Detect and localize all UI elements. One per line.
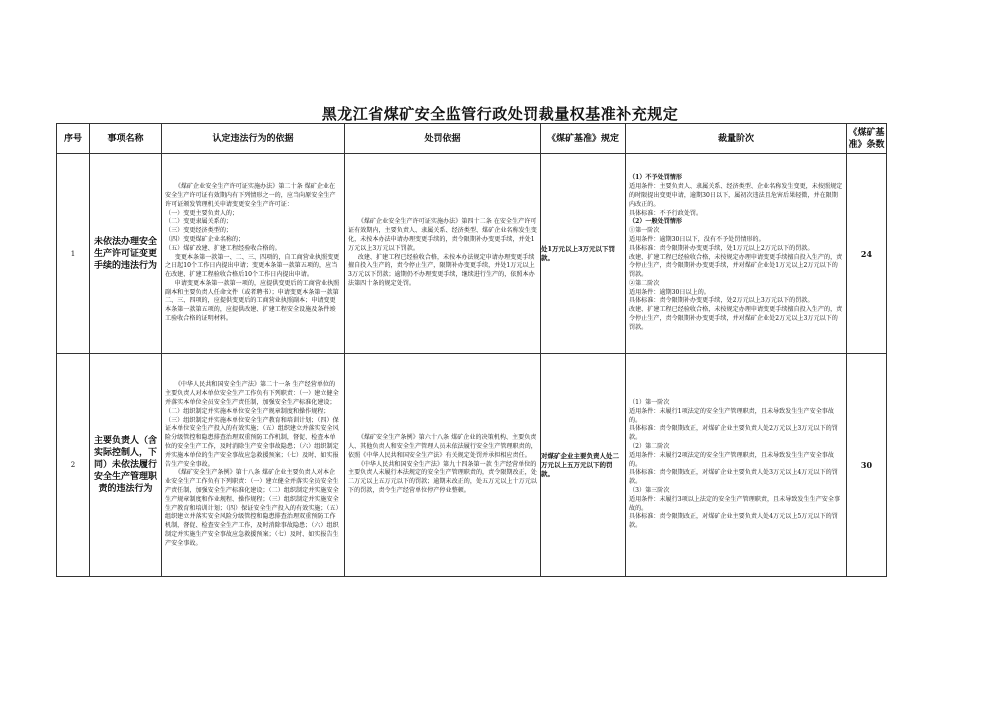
basis-line: （五）煤矿改建、扩建工程经验收合格的。: [165, 244, 281, 252]
page-title: 黑龙江省煤矿安全监管行政处罚裁量权基准补充规定: [321, 105, 679, 123]
level-line: 具体标准：责令限期改正，对煤矿企业主要负责人处3万元以上4万元以下的罚款。: [629, 469, 838, 486]
level-line: 具体标准：责令限期改正，对煤矿企业主要负责人处4万元以上5万元以下的罚款。: [629, 513, 838, 530]
row-penalty-cell: [345, 154, 541, 354]
row-item-name: 主要负责人（含实际控制人，下同）未依法履行安全生产管理职责的违法行为: [90, 354, 162, 577]
regulation-table: [56, 123, 887, 577]
level-line: （1）第一阶次: [629, 399, 670, 407]
header-row: [57, 124, 887, 154]
row-article: 24: [847, 154, 887, 354]
table-row: [57, 354, 887, 577]
header-item: 事项名称: [90, 124, 162, 154]
level-line: 适用条件：未履行2项法定的安全生产管理职责，且未导致发生生产安全事故的。: [629, 451, 834, 468]
row-seq: 2: [57, 354, 90, 577]
level-line: 适用条件：未履行1项法定的安全生产管理职责，且未导致发生生产安全事故的。: [629, 407, 834, 424]
row-item-name: 未依法办理安全生产许可证变更手续的违法行为: [90, 154, 162, 354]
row-standard: 处1万元以上3万元以下罚款。: [541, 154, 626, 354]
level-line: 具体标准：不予行政处罚。: [629, 209, 703, 217]
row-levels-cell: [626, 154, 847, 354]
level-line: 具体标准：责令限期补办变更手续，处2万元以上3万元以下的罚款。: [629, 297, 814, 305]
level-line: （2）一般处罚情形: [629, 218, 682, 226]
row-basis-cell: [162, 154, 345, 354]
basis-line: 《煤矿安全生产条例》第十八条 煤矿企业主要负责人对本企业安全生产工作负有下列职责：（一）建立健全并落实全员安全生产责任制，加强安全生产标准化建设；（二）组织制定并实施安全生产规章制度和作业规程、操作规程；（三）组织制定并实施安全生产教育和培训计划；（四）保证安全生产投入的有效实施；（五）组织建立并落实安全风险分级管控和隐患排查治理双重预防工作机制，督促、检查安全生产工作，及时消除事故隐患；（六）组织制定并实施生产安全事故应急救援预案；（七）及时、如实报告生产安全事故。: [165, 469, 339, 547]
level-line: 具体标准：责令限期改正，对煤矿企业主要负责人处2万元以上3万元以下的罚款。: [629, 425, 838, 442]
basis-line: （二）变更隶属关系的；: [165, 218, 233, 226]
basis-line: （一）变更主要负责人的；: [165, 209, 239, 217]
level-line: ①第一阶次: [629, 227, 660, 235]
header-levels: 裁量阶次: [626, 124, 847, 154]
level-line: ②第二阶次: [629, 279, 660, 287]
header-penalty: 处罚依据: [345, 124, 541, 154]
level-line: 适用条件：主要负责人、隶属关系、经济类型、企业名称发生变更，未按照规定的时限提出变更申请，逾期30日以下，属初次违法且危害后果轻微，并在限期内改正的。: [629, 183, 843, 208]
row-standard: 对煤矿企业主要负责人处二万元以上五万元以下的罚款。: [541, 354, 626, 577]
header-seq: 序号: [57, 124, 90, 154]
level-line: 具体标准：责令限期补办变更手续，处1万元以上2万元以下的罚款。: [629, 244, 814, 252]
penalty-line: 《煤矿企业安全生产许可证实施办法》第四十二条 在安全生产许可证有效期内，主要负责人、隶属关系、经济类型、煤矿企业名称发生变化，未按本办法申请办理变更手续的，责令限期补办变更手续，并处1万元以上3万元以下罚款。: [348, 218, 537, 252]
level-line: 适用条件：未履行3项以上法定的安全生产管理职责，且未导致发生生产安全事故的。: [629, 495, 841, 512]
level-line: （2）第二阶次: [629, 443, 670, 450]
header-article: 《煤矿基准》条数: [847, 124, 887, 154]
basis-line: 《中华人民共和国安全生产法》第二十一条 生产经营单位的主要负责人对本单位安全生产工作负有下列职责：（一）建立健全并落实本单位全员安全生产责任制，加强安全生产标准化建设；（二）组织制定并实施本单位安全生产规章制度和操作规程；（三）组织制定并实施本单位安全生产教育和培训计划；（四）保证本单位安全生产投入的有效实施；（五）组织建立并落实安全风险分级管控和隐患排查治理双重预防工作机制，督促、检查本单位的安全生产工作，及时消除生产安全事故隐患；（六）组织制定并实施本单位的生产安全事故应急救援预案；（七）及时、如实报告生产安全事故。: [165, 381, 339, 468]
row-seq: 1: [57, 154, 90, 354]
row-basis-cell: [162, 354, 345, 577]
basis-line: 《煤矿企业安全生产许可证实施办法》第二十条 煤矿企业在安全生产许可证有效期内有下列情形之一的，应当向原安全生产许可证颁发管理机关申请变更安全生产许可证：: [165, 183, 336, 208]
basis-line: 变更本条第一款第一、二、三、四项的，自工商营业执照变更之日起10个工作日内提出申请；变更本条第一款第五项的，应当在改建、扩建工程验收合格后10个工作日内提出申请。: [165, 253, 340, 279]
level-line: 改建、扩建工程已经验收合格，未按规定办理申请变更手续擅自投入生产的，责令停止生产，责令限期补办变更手续，并对煤矿企业处1万元以上2万元以下的罚款。: [629, 253, 843, 279]
level-line: 改建、扩建工程已经验收合格，未按规定办理申请变更手续擅自投入生产的，责令停止生产，责令限期补办变更手续，并对煤矿企业处2万元以上3万元以下的罚款。: [629, 306, 843, 331]
row-penalty-cell: [345, 354, 541, 577]
basis-line: 申请变更本条第一款第一项的，应提供变更后的工商营业执照副本和主要负责人任命文件（或者聘书）；申请变更本条第一款第二、三、四项的，应提供变更后的工商营业执照副本；申请变更本条第一款第五项的，应提供改建、扩建工程安全设施及条件竣工验收合格的证明材料。: [165, 279, 340, 323]
row-levels-cell: [626, 354, 847, 577]
penalty-line: 《煤矿安全生产条例》第六十八条 煤矿企业的决策机构、主要负责人、其他负责人和安全生产管理人员未依法履行安全生产管理职责的，依照《中华人民共和国安全生产法》有关规定处罚并承担相应责任。: [348, 434, 537, 459]
level-line: 适用条件：逾期30日以上的。: [629, 288, 710, 296]
table-row: [57, 154, 887, 354]
header-standard: 《煤矿基准》规定: [541, 124, 626, 154]
level-line: （3）第三阶次: [629, 486, 670, 494]
basis-line: （四）变更煤矿企业名称的；: [165, 235, 245, 243]
penalty-line: 《中华人民共和国安全生产法》第九十四条第一款 生产经营单位的主要负责人未履行本法规定的安全生产管理职责的，责令限期改正，处二万元以上五万元以下的罚款；逾期未改正的，处五万元以上十万元以下的罚款，责令生产经营单位停产停业整顿。: [348, 460, 537, 494]
row-article: 30: [847, 354, 887, 577]
level-line: 适用条件：逾期30日以下，没有不予处罚情形的。: [629, 235, 765, 243]
level-line: （1）不予处罚情形: [629, 174, 682, 182]
basis-line: （三）变更经济类型的；: [165, 227, 233, 235]
penalty-line: 改建、扩建工程已经验收合格，未按本办法规定申请办理变更手续擅自投入生产的，责令停止生产，限期补办变更手续，并处1万元以上3万元以下罚款；逾期仍不办理变更手续，继续进行生产的，依照本办法第四十条的规定处罚。: [348, 253, 535, 287]
header-basis: 认定违法行为的依据: [162, 124, 345, 154]
